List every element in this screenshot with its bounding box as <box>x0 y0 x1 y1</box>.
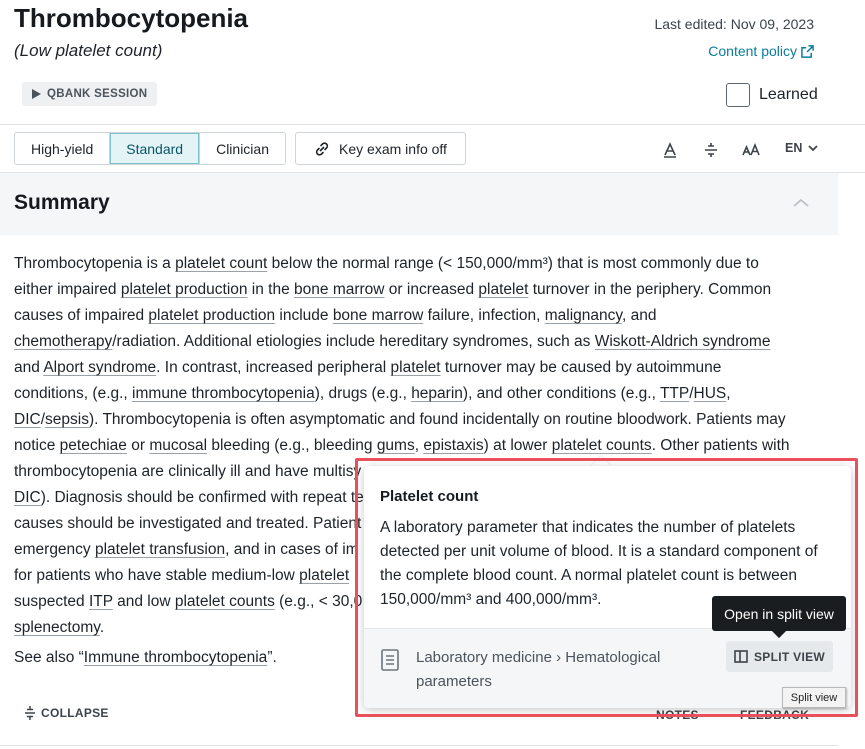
term-link[interactable]: TTP <box>659 385 690 402</box>
body-text-segment: in the <box>247 281 295 298</box>
learned-label: Learned <box>759 86 818 103</box>
term-link[interactable]: platelet <box>390 359 441 376</box>
body-text-segment: ). Thrombocytopenia is often asymptomatic and found incidentally on routine bloodwork. Patients may <box>88 411 786 428</box>
body-text-segment: conditions, (e.g., <box>14 385 133 402</box>
see-also-prefix: See also “ <box>14 649 84 666</box>
summary-line <box>14 381 814 407</box>
term-link[interactable]: splenectomy <box>14 619 100 636</box>
language-selector[interactable] <box>785 141 818 155</box>
term-link[interactable]: chemotherapy <box>14 333 113 350</box>
page-subtitle: (Low platelet count) <box>14 41 163 60</box>
language-label: EN <box>785 141 803 155</box>
article-header <box>0 0 865 125</box>
term-link[interactable]: immune thrombocytopenia <box>132 385 315 402</box>
body-text-segment: causes of impaired <box>14 307 149 324</box>
content-policy-link[interactable] <box>708 43 814 59</box>
term-link[interactable]: ITP <box>88 593 113 610</box>
summary-line <box>14 329 814 355</box>
summary-section-header[interactable] <box>0 173 838 235</box>
collapse-button[interactable] <box>24 706 109 720</box>
last-edited-text: Last edited: Nov 09, 2023 <box>654 16 814 32</box>
term-link[interactable]: bone marrow <box>332 307 424 324</box>
strikethrough-icon[interactable] <box>702 141 720 159</box>
body-text-segment: ). Diagnosis should be confirmed with repeat te <box>40 489 364 506</box>
term-link[interactable]: petechiae <box>59 437 127 454</box>
body-text-segment: ), and other conditions (e.g., <box>462 385 660 402</box>
term-link[interactable]: platelet <box>299 567 350 584</box>
term-link[interactable]: platelet counts <box>551 437 652 454</box>
term-link[interactable]: HUS <box>693 385 727 402</box>
body-text-segment: below the normal range (< 150,000/mm³) that is most commonly due to <box>267 255 759 272</box>
font-size-icon[interactable] <box>742 141 760 159</box>
term-link[interactable]: sepsis <box>45 411 89 428</box>
term-link[interactable]: malignancy <box>544 307 623 324</box>
divider <box>0 745 838 746</box>
body-text-segment: either impaired <box>14 281 121 298</box>
body-text-segment: or <box>126 437 150 454</box>
collapse-label: COLLAPSE <box>41 706 109 720</box>
learned-checkbox[interactable] <box>726 83 750 107</box>
play-icon <box>32 89 41 99</box>
page-title: Thrombocytopenia <box>14 3 249 33</box>
term-link[interactable]: platelet counts <box>174 593 275 610</box>
body-text-segment: Thrombocytopenia is a <box>14 255 176 272</box>
term-link[interactable]: gums <box>376 437 415 454</box>
notes-button[interactable]: NOTES <box>656 708 699 722</box>
qbank-session-button[interactable] <box>22 82 157 106</box>
body-text-segment: suspected <box>14 593 89 610</box>
key-exam-label: Key exam info off <box>339 140 447 157</box>
body-text-segment: (e.g., < 30,0 <box>274 593 363 610</box>
highlight-outline <box>355 458 858 717</box>
split-view-label: SPLIT VIEW <box>754 649 826 664</box>
body-text-segment: bleeding (e.g., bleeding <box>207 437 377 454</box>
see-also-suffix: ”. <box>267 649 277 666</box>
summary-line <box>14 277 814 303</box>
popover-title: Platelet count <box>380 488 479 505</box>
qbank-session-label: QBANK SESSION <box>47 88 148 100</box>
term-link[interactable]: platelet production <box>120 281 248 298</box>
see-also-text <box>14 649 277 667</box>
native-tooltip: Split view <box>782 687 846 708</box>
popover-breadcrumb-link[interactable]: Laboratory medicine › Hematological parameters <box>416 649 661 690</box>
chevron-down-icon <box>808 145 818 152</box>
term-link[interactable]: Wiskott-Aldrich syndrome <box>594 333 771 350</box>
body-text-segment: or increased <box>384 281 479 298</box>
term-link[interactable]: bone marrow <box>294 281 385 298</box>
summary-line <box>14 303 814 329</box>
body-text-segment: /radiation. Additional etiologies include hereditary syndromes, such as <box>112 333 595 350</box>
body-text-segment: include <box>275 307 333 324</box>
body-text-segment: emergency <box>14 541 95 558</box>
term-link[interactable]: DIC <box>14 411 41 428</box>
collapse-icon <box>24 706 36 720</box>
body-text-segment: . <box>99 619 105 636</box>
body-text-segment: , <box>414 437 424 454</box>
term-link[interactable]: epistaxis <box>423 437 484 454</box>
body-text-segment: , <box>726 385 731 402</box>
body-text-segment: , and <box>622 307 657 324</box>
mode-high-yield-button[interactable]: High-yield <box>15 133 110 164</box>
body-text-segment: causes should be investigated and treated. Patient <box>14 515 362 532</box>
see-also-link[interactable]: Immune thrombocytopenia <box>83 649 268 666</box>
learned-toggle[interactable] <box>726 83 818 107</box>
term-link[interactable]: heparin <box>411 385 463 402</box>
term-link[interactable]: platelet production <box>148 307 276 324</box>
body-text-segment: ) at lower <box>483 437 552 454</box>
term-link[interactable]: DIC <box>14 489 41 506</box>
summary-line <box>14 251 814 277</box>
mode-clinician-button[interactable]: Clinician <box>200 133 285 164</box>
term-link[interactable]: mucosal <box>149 437 208 454</box>
term-link[interactable]: Alport syndrome <box>43 359 157 376</box>
mode-segmented-control <box>14 132 286 165</box>
highlight-text-icon[interactable] <box>661 141 679 159</box>
feedback-button[interactable]: FEEDBACK <box>740 708 810 722</box>
term-link[interactable]: platelet count <box>175 255 268 272</box>
body-text-segment: / <box>689 385 694 402</box>
body-text-segment: notice <box>14 437 60 454</box>
summary-title: Summary <box>14 191 110 214</box>
body-text-segment: and low <box>112 593 175 610</box>
split-view-tooltip: Open in split view <box>712 596 846 631</box>
link-icon <box>314 141 330 157</box>
article-toolbar <box>0 124 865 173</box>
summary-line <box>14 433 814 459</box>
body-text-segment: turnover in the periphery. Common <box>528 281 772 298</box>
body-text-segment: . Other patients with <box>651 437 790 454</box>
chevron-up-icon[interactable] <box>792 197 810 209</box>
body-text-segment: turnover may be caused by autoimmune <box>440 359 722 376</box>
term-link[interactable]: platelet <box>478 281 529 298</box>
popover-description: A laboratory parameter that indicates the number of platelets detected per unit volume of blood. It is a standard component of the complete blood count. A normal platelet count is between 150,000/mm³ and 400,000/mm³. <box>380 519 818 608</box>
external-link-icon <box>801 45 814 58</box>
summary-line <box>14 355 814 381</box>
body-text-segment: ), drugs (e.g., <box>314 385 412 402</box>
summary-line <box>14 407 814 433</box>
body-text-segment: failure, infection, <box>423 307 545 324</box>
body-text-segment: , and in cases of im <box>225 541 359 558</box>
body-text-segment: / <box>40 411 46 428</box>
mode-standard-button[interactable]: Standard <box>110 133 200 164</box>
key-exam-info-toggle[interactable] <box>295 132 466 165</box>
body-text-segment: thrombocytopenia are clinically ill and have multisy <box>14 463 362 480</box>
body-text-segment: and <box>14 359 44 376</box>
content-policy-label: Content policy <box>708 43 797 59</box>
body-text-segment: for patients who have stable medium-low <box>14 567 300 584</box>
term-link[interactable]: platelet transfusion <box>94 541 226 558</box>
body-text-segment: . In contrast, increased peripheral <box>156 359 391 376</box>
